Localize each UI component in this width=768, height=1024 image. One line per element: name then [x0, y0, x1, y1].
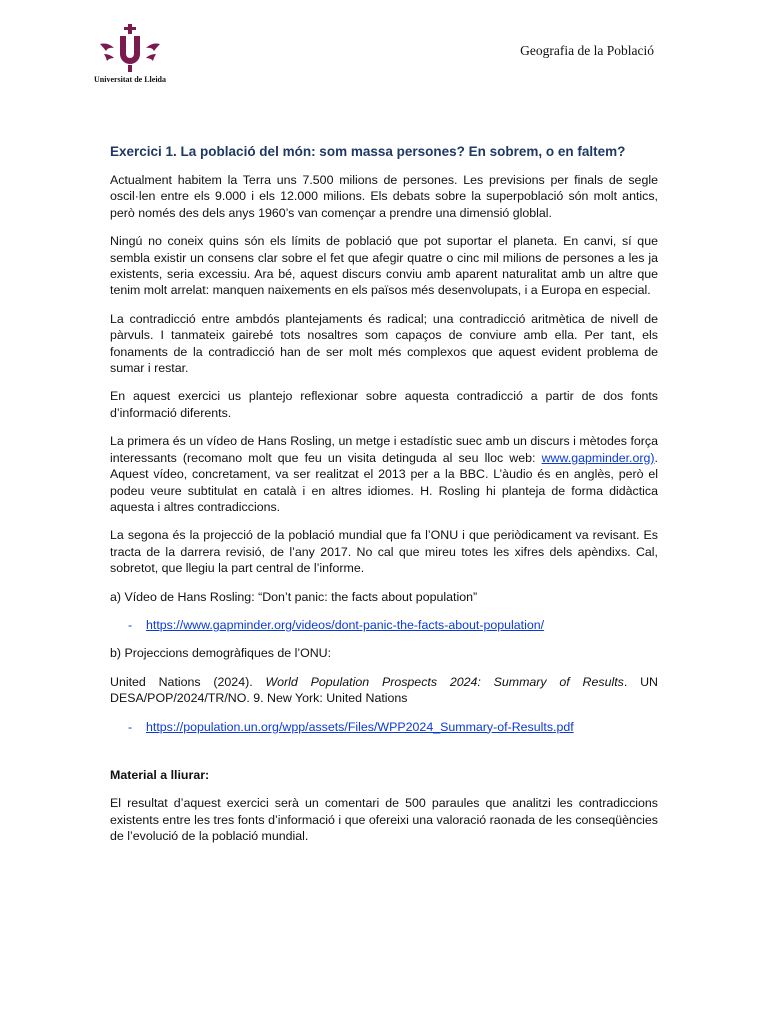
citation-title: World Population Prospects 2024: Summary of Results	[265, 674, 624, 689]
spacer	[110, 747, 658, 767]
paragraph-1: Actualment habitem la Terra uns 7.500 milions de persones. Les previsions per finals de segle oscil·len entre els 9.000 i els 12.000 milions. Els debats sobre la superpoblació són molt antics, però només des dels anys 1960’s van començar a prendre una dimensió globlal.	[110, 173, 658, 220]
gapminder-video-link[interactable]: https://www.gapminder.org/videos/dont-panic-the-facts-about-population/	[146, 617, 545, 632]
paragraph-3: La contradicció entre ambdós plantejaments és radical; una contradicció aritmètica de nivell de pàrvuls. I tanmateix gairebé tots nosaltres som capaços de conviure amb ella. Per tant, els fonaments de la contradicció han de ser molt més complexos que aquest evident problema de sumar i restar.	[110, 311, 658, 376]
un-citation	[110, 674, 658, 707]
bullet-dash: -	[128, 617, 133, 632]
citation-details: . UN DESA/POP/2024/TR/NO. 9. New York: United Nations	[110, 674, 658, 706]
gapminder-link[interactable]: www.gapminder.org)	[541, 450, 655, 465]
un-report-link[interactable]: https://population.un.org/wpp/assets/Files/WPP2024_Summary-of-Results.pdf	[146, 719, 574, 734]
exercise-title: Exercici 1. La població del món: som massa persones? En sobrem, o en faltem?	[110, 144, 626, 159]
paragraph-5	[110, 433, 658, 515]
document-body	[110, 143, 658, 857]
paragraph-4: En aquest exercici us plantejo reflexionar sobre aquesta contradicció a partir de dos fonts d’informació diferents.	[110, 389, 658, 420]
bullet-dash: -	[128, 719, 133, 734]
paragraph-5-text-before: La primera és un vídeo de Hans Rosling, un metge i estadístic suec amb un discurs i mètodes força interessants (recomano molt que feu un visita detinguda al seu lloc web:	[110, 434, 658, 465]
deliverable-title: Material a lliurar:	[110, 767, 210, 782]
source-a-item	[128, 617, 658, 633]
paragraph-6: La segona és la projecció de la població mundial que fa l’ONU i que periòdicament va revisant. Es tracta de la darrera revisió, de l’any 2017. No cal que mireu totes les xifres dels apèndixs. Cal, sobretot, que llegiu la part central de l’informe.	[110, 528, 658, 576]
course-title: Geografia de la Població	[520, 43, 654, 58]
citation-author: United Nations (2024).	[110, 674, 266, 689]
source-b-label: b) Projeccions demogràfiques de l’ONU:	[110, 646, 332, 661]
paragraph-2: Ningú no coneix quins són els límits de població que pot suportar el planeta. En canvi, sí que sembla existir un consens clar sobre el fet que afegir quatre o cinc mil milions de persones a les ja existents, seria excessiu. Ara bé, aquest discurs conviu amb aparent naturalitat amb un altre que tenim molt arrelat: manquen naixements en els països més desenvolupats, i a Europa en especial.	[110, 234, 658, 298]
paragraph-5-text-after: . Aquest vídeo, concretament, va ser realitzat el 2013 per a la BBC. L’àudio és en anglès, però el podeu veure subtitulat en català i en altres idiomes. H. Rosling hi planteja de forma didàctica aquesta i altres contradiccions.	[110, 450, 658, 514]
deliverable-text: El resultat d’aquest exercici serà un comentari de 500 paraules que analitzi les contradiccions existents entre les tres fonts d’informació i que ofereixi una valoració raonada de les conseqüències de l’evolució de la població mundial.	[110, 796, 658, 844]
university-logo	[88, 22, 172, 86]
source-b-item	[128, 719, 658, 735]
university-crest-icon	[96, 22, 164, 74]
source-a-label: a) Vídeo de Hans Rosling: “Don’t panic: the facts about population”	[110, 589, 478, 604]
university-name: Universitat de Lleida	[94, 75, 166, 84]
